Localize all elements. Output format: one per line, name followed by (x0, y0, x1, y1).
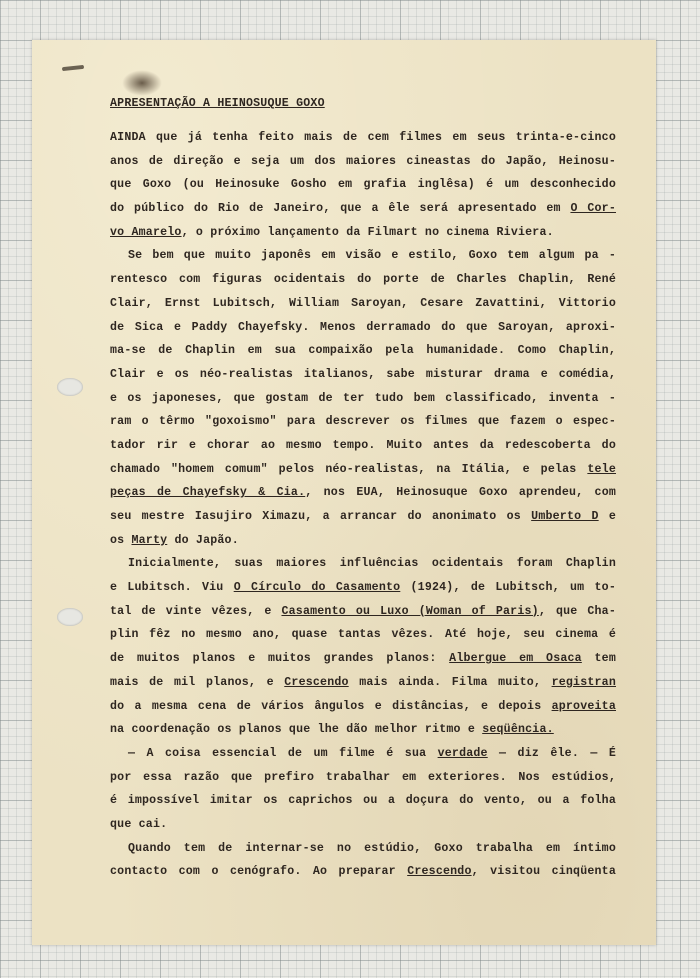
line-text: , visitou cinqüenta (471, 865, 616, 879)
line-text: que cai. (110, 817, 168, 831)
text-line (110, 458, 616, 482)
line-text: de muitos planos e muitos grandes planos: (110, 652, 450, 666)
text-line (110, 576, 616, 600)
line-text: , o próximo lançamento da Filmart no cinema Riviera. (181, 225, 554, 239)
text-line (110, 671, 616, 695)
underlined-text: verdade (437, 746, 488, 760)
line-text: Clair e os néo-realistas italianos, sabe misturar drama e comédia, (110, 367, 616, 381)
underlined-text: Marty (131, 533, 168, 547)
underlined-text: O Cor- (570, 202, 616, 216)
text-line (110, 552, 616, 576)
line-text: plin fêz no mesmo ano, quase tantas vêzes. Até hoje, seu cinema é (110, 628, 616, 642)
underlined-text: Crescendo (407, 865, 472, 879)
line-text: e Lubitsch. Viu (110, 581, 234, 595)
line-text: do Japão. (167, 533, 239, 547)
line-text: ma-se de Chaplin em sua compaixão pela humanidade. Como Chaplin, (110, 344, 616, 358)
line-text: contacto com o cenógrafo. Ao preparar (110, 865, 408, 879)
document-title: APRESENTAÇÃO A HEINOSUQUE GOXO (110, 97, 325, 110)
underlined-text: vo Amarelo (110, 225, 182, 239)
underlined-text: O Círculo do Casamento (233, 581, 401, 595)
line-text: por essa razão que prefiro trabalhar em exteriores. Nos estúdios, (110, 770, 616, 784)
text-line (110, 860, 616, 884)
line-text: , que Cha- (538, 604, 617, 618)
line-text: tal de vinte vêzes, e (110, 604, 282, 618)
line-text: é impossível imitar os caprichos ou a doçura do vento, ou a folha (110, 794, 616, 808)
underlined-text: registran (551, 675, 616, 689)
underlined-text: Crescendo (284, 675, 349, 689)
underlined-text: aproveita (551, 699, 616, 713)
underlined-text: Umberto D (531, 510, 599, 523)
line-text: de Sica e Paddy Chayefsky. Menos derramado do que Saroyan, aproxi- (110, 320, 616, 334)
underlined-text: Albergue em Osaca (449, 652, 582, 666)
text-line (110, 766, 616, 790)
line-text: mais de mil planos, e (110, 675, 285, 689)
text-line (110, 434, 616, 458)
line-text: Inicialmente, suas maiores influências ocidentais foram Chaplin (128, 557, 616, 571)
text-line (110, 221, 616, 245)
text-line (110, 339, 616, 363)
text-line (110, 742, 616, 766)
punch-hole-upper (57, 378, 83, 396)
line-text: chamado "homem comum" pelos néo-realistas, na Itália, e pelas (110, 462, 588, 476)
line-text: os (110, 533, 132, 547)
line-text: do público do Rio de Janeiro, que a êle será apresentado em (110, 202, 571, 216)
text-line (110, 505, 616, 529)
text-line (110, 623, 616, 647)
line-text: do a mesma cena de vários ângulos e distâncias, e depois (110, 699, 552, 713)
line-text: tem (581, 652, 616, 666)
line-text: e os japoneses, que gostam de ter tudo bem classificado, inventa - (110, 391, 616, 405)
text-line (110, 126, 616, 150)
text-line (110, 316, 616, 340)
underlined-text: Casamento ou Luxo (Woman of Paris) (281, 604, 539, 618)
line-text: Quando tem de internar-se no estúdio, Goxo trabalha em íntimo (128, 841, 616, 855)
line-text: AINDA que já tenha feito mais de cem filmes em seus trinta-e-cinco (110, 131, 616, 144)
text-line (110, 268, 616, 292)
line-text: — diz êle. — É (487, 746, 616, 760)
text-line (110, 813, 616, 837)
text-line (110, 789, 616, 813)
line-text: seu mestre Iasujiro Ximazu, a arrancar do anonimato os (110, 510, 532, 523)
ink-stain (122, 70, 162, 96)
underlined-text: seqüência. (482, 723, 554, 737)
text-line (110, 647, 616, 671)
line-text: na coordenação os planos que lhe dão melhor ritmo e (110, 723, 483, 737)
text-line (110, 363, 616, 387)
text-line (110, 173, 616, 197)
line-text: — A coisa essencial de um filme é sua (128, 746, 438, 760)
text-lines (110, 126, 616, 884)
text-line (110, 244, 616, 268)
line-text: que Goxo (ou Heinosuke Gosho em grafia inglêsa) é um desconhecido (110, 178, 616, 192)
text-line (110, 695, 616, 719)
text-line (110, 387, 616, 411)
line-text: , nos EUA, Heinosuque Goxo aprendeu, com (305, 486, 617, 500)
text-line (110, 150, 616, 174)
text-line (110, 529, 616, 553)
line-text: ram o têrmo "goxoismo" para descrever os filmes que fazem o espec- (110, 415, 616, 429)
punch-hole-lower (57, 608, 83, 626)
underlined-text: peças de Chayefsky & Cia. (110, 486, 306, 500)
line-text: anos de direção e seja um dos maiores cineastas do Japão, Heinosu- (110, 154, 616, 168)
text-line (110, 718, 616, 742)
text-line (110, 600, 616, 624)
line-text: tador rir e chorar ao mesmo tempo. Muito antes da redescoberta do (110, 438, 616, 452)
text-line (110, 481, 616, 505)
text-line (110, 837, 616, 861)
ink-mark (62, 65, 84, 71)
line-text: Clair, Ernst Lubitsch, William Saroyan, Cesare Zavattini, Vittorio (110, 296, 616, 310)
text-line (110, 197, 616, 221)
line-text: mais ainda. Filma muito, (348, 675, 552, 689)
text-line (110, 410, 616, 434)
document-body (110, 94, 616, 884)
text-line (110, 292, 616, 316)
line-text: Se bem que muito japonês em visão e estilo, Goxo tem algum pa - (128, 249, 616, 263)
line-text: e (598, 510, 617, 523)
line-text: (1924), de Lubitsch, um to- (400, 581, 616, 595)
typewritten-page (32, 40, 656, 945)
line-text: rentesco com figuras ocidentais do porte de Charles Chaplin, René (110, 273, 616, 287)
underlined-text: tele (587, 462, 616, 476)
